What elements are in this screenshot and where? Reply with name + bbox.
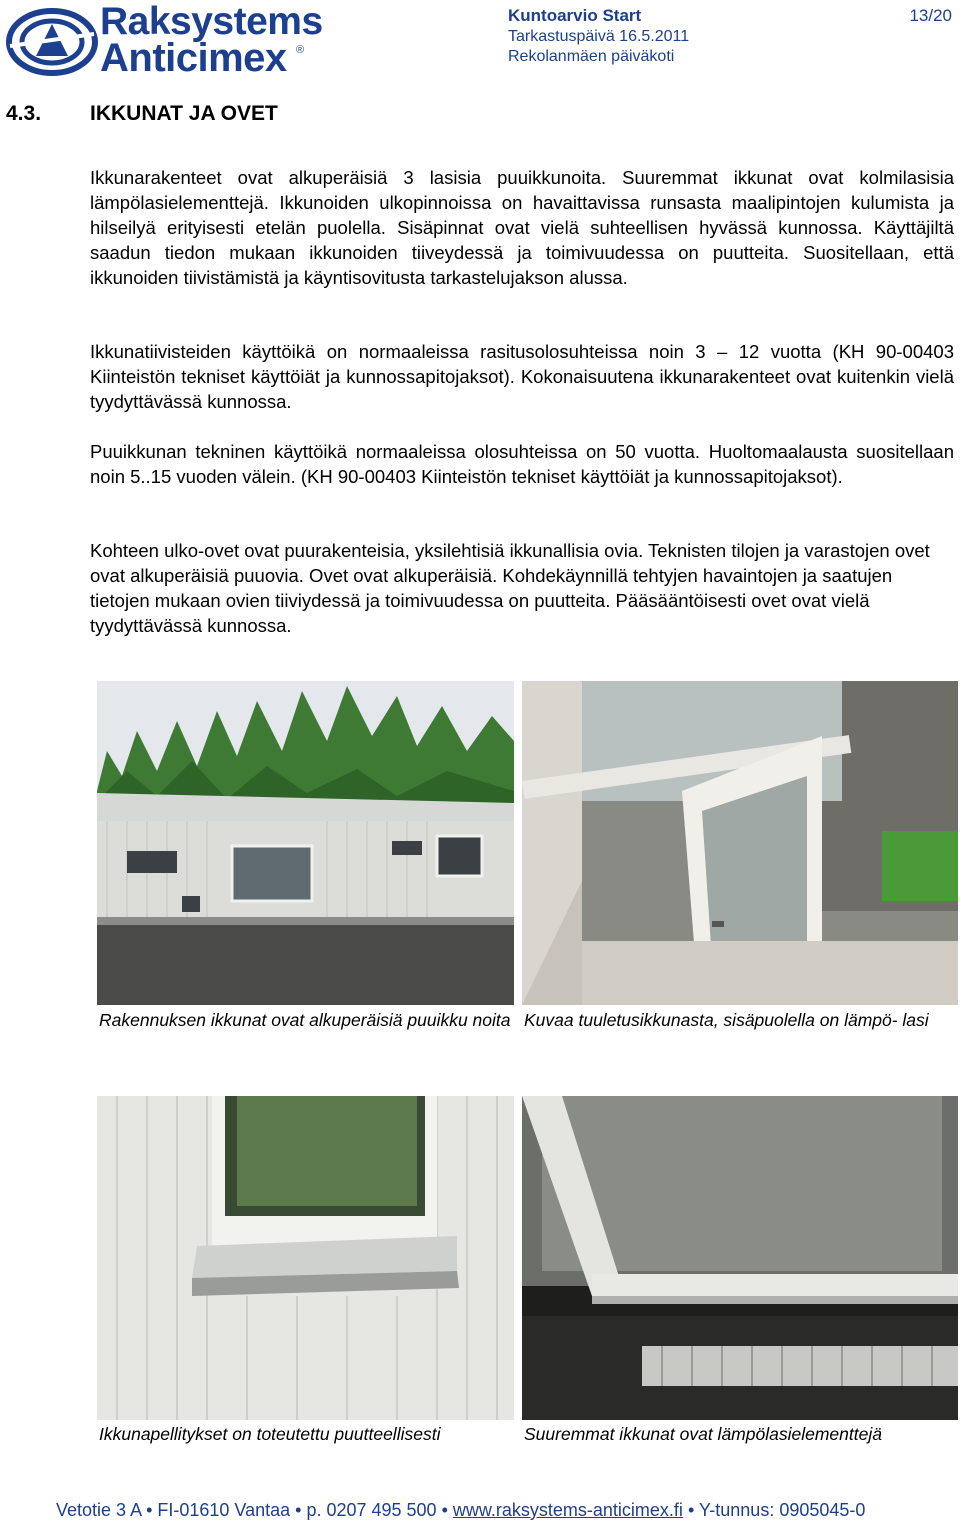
section-heading [6,102,278,126]
footer-website-link[interactable]: www.raksystems-anticimex.fi [452,1500,683,1520]
photo-ventilation-window [522,681,958,1005]
footer-contact [56,1500,865,1521]
property-name: Rekolanmäen päiväkoti [508,48,675,65]
photo-large-window [522,1096,958,1420]
photo-window-flashing [97,1096,514,1420]
section-number: 4.3. [6,102,42,125]
caption-photo-4: Suuremmat ikkunat ovat lämpölasielementtejä [524,1424,882,1444]
caption-photo-1: Rakennuksen ikkunat ovat alkuperäisiä puuikku noita [99,1010,511,1030]
paragraph-windows: Ikkunarakenteet ovat alkuperäisiä 3 lasisia puuikkunoita. Suuremmat ikkunat ovat kolmilasisia lämpölasielementtejä. Ikkunoiden ulkopinnoissa on havaittavissa runsasta maalipintojen kulumista ja hilseilyä erityisesti etelän puolella. Sisäpinnat ovat vielä suhteellisen hyvässä kunnossa. Käyttäjiltä saadun tiedon mukaan ikkunoiden tiiveydessä ja toimivuudessa on puutteita. Suositellaan, että ikkunoiden tiivistämistä ja käyntisovitusta tarkastelujakson alussa. [90,167,954,288]
logo-text-anticimex: Anticimex [100,36,287,80]
logo-registered-mark: ® [296,44,305,56]
caption-photo-2: Kuvaa tuuletusikkunasta, sisäpuolella on lämpö- lasi [524,1010,929,1030]
paragraph-lifetime: Puuikkunan tekninen käyttöikä normaaleissa olosuhteissa on 50 vuotta. Huoltomaalausta suositellaan noin 5..15 vuoden välein. (KH 90-00403 Kiinteistön tekniset käyttöiät ja kunnossapitojaksot). [90,441,954,487]
paragraph-doors: Kohteen ulko-ovet ovat puurakenteisia, yksilehtisiä ikkunallisia ovia. Teknisten tilojen ja varastojen ovet ovat alkuperäisiä puuovia. Ovet ovat alkuperäisiä. Kohdekäynnillä tehtyjen havaintojen ja saatujen tietojen mukaan ovien tiiviydessä ja toimivuudessa on puutteita. Pääsääntöisesti ovet ovat vielä tyydyttävässä kunnossa. [90,540,930,636]
page-number: 13/20 [909,6,952,25]
logo-text-raksystems: Raksystems [100,0,323,43]
caption-photo-3: Ikkunapellitykset on toteutettu puutteellisesti [99,1424,441,1444]
photo-building-exterior [97,681,514,1005]
footer-address: Vetotie 3 A • FI-01610 Vantaa • p. 0207 495 500 • [56,1500,448,1520]
report-title: Kuntoarvio Start [508,6,642,25]
footer-business-id: • Y-tunnus: 0905045-0 [687,1500,866,1520]
inspection-date: Tarkastuspäivä 16.5.2011 [508,28,690,45]
section-title: IKKUNAT JA OVET [90,102,278,125]
paragraph-seals: Ikkunatiivisteiden käyttöikä on normaaleissa rasitusolosuhteissa noin 3 – 12 vuotta (KH 90-00403 Kiinteistön tekniset käyttöiät ja kunnossapitojaksot). Kokonaisuutena ikkunarakenteet ovat kuitenkin vielä tyydyttävässä kunnossa. [90,341,954,412]
logo-mark-icon [6,6,98,76]
